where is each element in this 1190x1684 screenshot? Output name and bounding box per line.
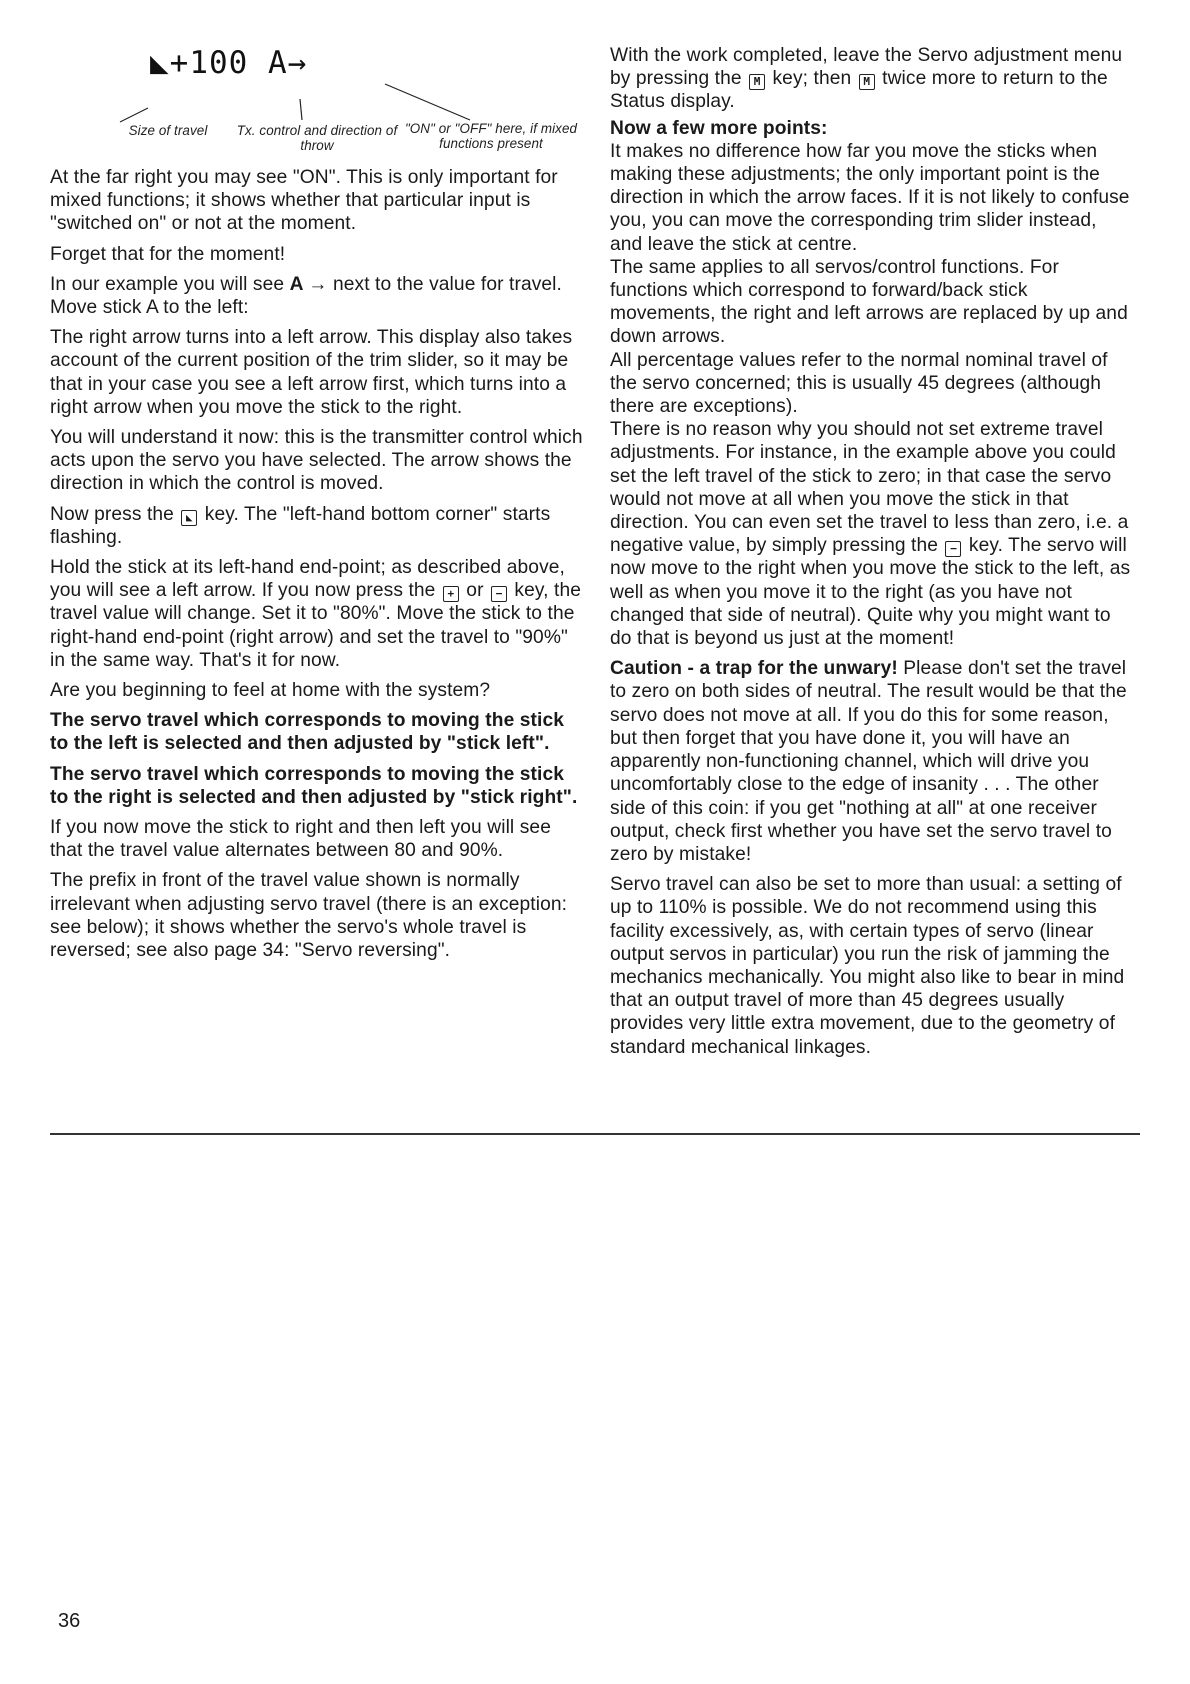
bold-paragraph: The servo travel which corresponds to moving the stick to the left is selected and then adjusted by "stick left". [50, 710, 564, 755]
menu-key-icon: M [859, 74, 875, 90]
paragraph: Forget that for the moment! [50, 243, 286, 265]
label-on-off: "ON" or "OFF" here, if mixed functions present [404, 121, 578, 151]
left-column [50, 44, 584, 969]
plus-key-icon: + [443, 586, 459, 602]
minus-key-icon: − [491, 586, 507, 602]
paragraph: At the far right you may see "ON". This is only important for mixed functions; it shows whether that particular input is "switched on" or not at the moment. [50, 167, 558, 235]
text-run: With the work completed, leave the Servo adjustment menu by pressing the [610, 45, 1123, 90]
text-run: In our example you will see [50, 273, 290, 295]
lcd-travel-value: ◣+100 [150, 45, 249, 81]
paragraph: It makes no difference how far you move the sticks when making these adjustments; the only important point is the direction in which the arrow faces. If it is not likely to confuse you, you can move the corresponding trim slider instead, and leave the stick at centre. [610, 140, 1130, 255]
paragraph [610, 418, 1134, 650]
section-heading: Now a few more points: [610, 117, 828, 139]
paragraph: The prefix in front of the travel value shown is normally irrelevant when adjusting servo travel (there is an exception: see below); it shows whether the servo's whole travel is reversed; see also page 34: "Servo reversing". [50, 870, 568, 962]
text-run: next to the value for travel. Move stick A to the left: [50, 273, 562, 319]
page-number: 36 [58, 1610, 81, 1632]
corner-key-icon: ◣ [181, 510, 197, 526]
paragraph [610, 657, 1134, 866]
pointer-line-control [300, 99, 302, 120]
text-run: Now press the [50, 503, 180, 525]
label-size-of-travel: Size of travel [128, 123, 208, 138]
text-run: key. The "left-hand bottom corner" starts flashing. [50, 503, 551, 548]
minus-key-icon: − [945, 541, 961, 557]
paragraph: You will understand it now: this is the transmitter control which acts upon the servo you have selected. The arrow shows the direction in which the control is moved. [50, 427, 583, 495]
lcd-readout [150, 45, 308, 81]
paragraph: The same applies to all servos/control functions. For functions which correspond to forward/back stick movements, the right and left arrows are replaced by up and down arrows. [610, 256, 1128, 348]
display-diagram [50, 44, 584, 162]
paragraph [50, 503, 584, 549]
text-run: There is no reason why you should not set extreme travel adjustments. For instance, in the example above you could set the left travel of the stick to zero; in that case the servo would not move at all when you move the stick in that direction. You can even set the travel to less than zero, i.e. a negative value, by simply pressing the [610, 419, 1129, 557]
paragraph: Are you beginning to feel at home with the system? [50, 680, 491, 702]
paragraph: Servo travel can also be set to more than usual: a setting of up to 110% is possible. We do not recommend using this facility excessively, as, with certain types of servo (linear output servos in particular) you run the risk of jamming the mechanics mechanically. You might also like to bear in mind that an output travel of more than 45 degrees usually provides very little extra movement, due to the geometry of standard mechanical linkages. [610, 874, 1125, 1058]
text-run: Hold the stick at its left-hand end-point; as described above, you will see a left arrow. If you now press the [50, 557, 565, 602]
bold-paragraph: The servo travel which corresponds to moving the stick to the right is selected and then adjusted by "stick right". [50, 763, 578, 808]
lcd-control-arrow: A→ [268, 45, 308, 81]
label-control-direction: Tx. control and direction of throw [236, 123, 398, 153]
paragraph: If you now move the stick to right and then left you will see that the travel value alternates between 80 and 90%. [50, 817, 551, 862]
stick-a-arrow: A → [289, 273, 328, 295]
menu-key-icon: M [749, 74, 765, 90]
pointer-line-travel [120, 108, 148, 122]
paragraph [610, 44, 1134, 114]
paragraph: All percentage values refer to the normal nominal travel of the servo concerned; this is usually 45 degrees (although there are exceptions). [610, 349, 1108, 418]
paragraph [50, 273, 584, 319]
text-run: Please don't set the travel to zero on both sides of neutral. The result would be that the servo does not move at all. If you do this for some reason, but then forget that you have done it, you will have an apparently non-functioning channel, which will drive you uncomfortably close to the edge of insanity . . . The other side of this coin: if you get "nothing at all" at one receiver output, check first whether you have set the servo travel to zero by mistake! [610, 658, 1127, 865]
text-run: or [460, 580, 489, 602]
text-run: key, the travel value will change. Set it to "80%". Move the stick to the right-hand end-point (right arrow) and set the travel to "90%" in the same way. That's it for now. [50, 580, 581, 671]
caution-label: Caution - a trap for the unwary! [610, 658, 898, 680]
text-run: twice more to return to the Status display. [610, 68, 1108, 113]
paragraph: The right arrow turns into a left arrow. This display also takes account of the current position of the trim slider, so it may be that in your case you see a left arrow first, which turns into a right arrow when you move the stick to the right. [50, 327, 573, 418]
horizontal-rule [50, 1133, 1140, 1135]
text-run: key; then [767, 68, 857, 90]
paragraph [50, 556, 584, 672]
right-column [610, 44, 1134, 1066]
text-run: key. The servo will now move to the right when you move the stick to the left, as well as when you move it to the right (as you have not changed that side of neutral). Quite why you might want to do that is beyond us just at the moment! [610, 535, 1131, 650]
pointer-line-on-off [385, 84, 470, 120]
